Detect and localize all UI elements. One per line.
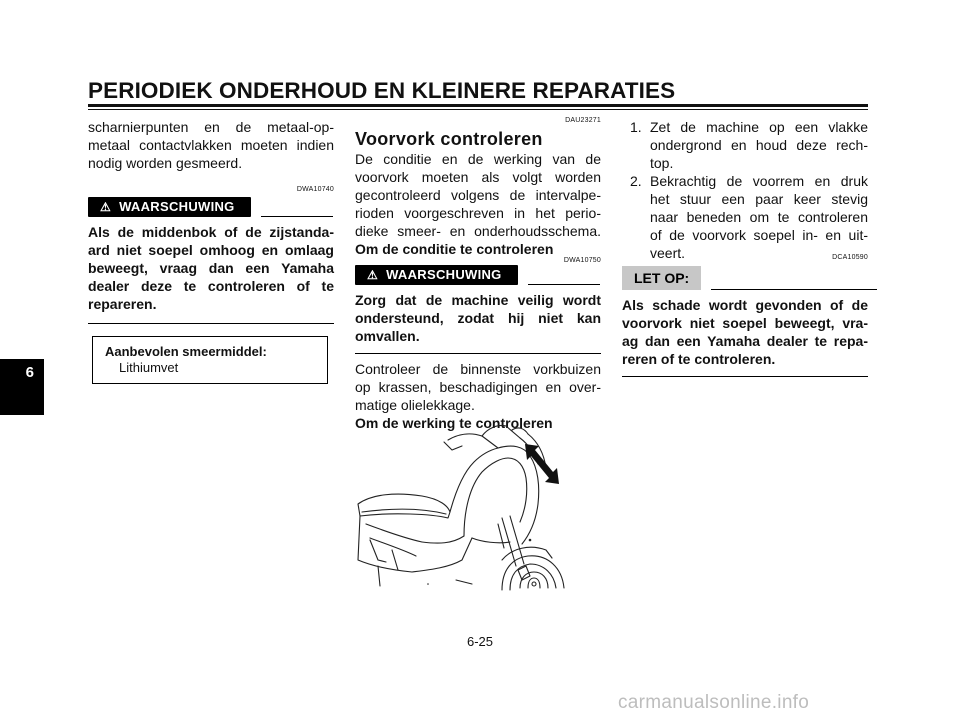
section-ref-code: DAU23271 <box>565 117 601 124</box>
warning-badge: ⚠ WAARSCHUWING <box>355 265 518 285</box>
warning-bottom-rule <box>355 353 601 354</box>
chapter-number: 6 <box>25 364 34 381</box>
up-down-arrow-icon <box>523 442 561 486</box>
header-rule <box>88 104 868 107</box>
intro-text-line: scharnierpunten en de metaal-op- <box>88 119 334 135</box>
left-column <box>88 118 334 324</box>
warning-triangle-icon: ⚠ <box>367 268 379 282</box>
page-number: 6-25 <box>466 634 494 649</box>
check-text: Controleer de binnenste vorkbuizen op krassen, beschadigingen en over- matige olielekkage. <box>355 361 601 413</box>
subheading-condition: Om de conditie te controleren <box>355 241 554 257</box>
warning-triangle-icon: ⚠ <box>100 200 112 214</box>
watermark-link[interactable]: carmanualsonline.info <box>618 692 810 713</box>
section-body: De conditie en de werking van de voorvork moeten als volgt worden gecontroleerd volgens de intervalpe- rioden voorgeschreven in het perio- dieke smeer- en onderhoudsschema. <box>355 151 601 239</box>
subheading-operation: Om de werking te controleren <box>355 415 553 431</box>
procedure-step: 2. Bekrachtig de voorrem en druk het stuur een paar keer stevig naar beneden om te controleren of de voorvork soepel in- en uit- veert. <box>630 173 868 261</box>
procedure-step: 1. Zet de machine op een vlakke ondergrond en houd deze rech- top. <box>630 119 868 171</box>
warning-badge: ⚠ WAARSCHUWING <box>88 197 251 217</box>
caution-header <box>622 266 868 290</box>
header-rule-thin <box>88 109 868 110</box>
recommended-lubricant-box <box>92 336 328 384</box>
warning-text: Zorg dat de machine veilig wordt ondersteund, zodat hij niet kan omvallen. <box>355 292 601 344</box>
warning-ref-code: DWA10750 <box>563 257 601 264</box>
middle-column <box>355 117 601 432</box>
caution-text: Als schade wordt gevonden of de voorvork niet soepel beweegt, vra- ag dan een Yamaha dealer te repa- reren of te controleren. <box>622 297 868 367</box>
warning-bottom-rule <box>88 323 334 324</box>
section-title: Voorvork controleren <box>355 129 543 149</box>
warning-ref-code: DWA10740 <box>296 186 334 193</box>
intro-text-line: metaal contactvlakken moeten indien <box>88 137 334 153</box>
lubricant-title: Aanbevolen smeermiddel: <box>105 344 267 359</box>
caution-bottom-rule <box>622 376 868 377</box>
warning-header <box>355 265 601 285</box>
right-column <box>622 118 868 377</box>
caution-ref-code: DCA10590 <box>832 254 868 261</box>
intro-text-line: nodig worden gesmeerd. <box>88 155 243 171</box>
lubricant-value: Lithiumvet <box>119 360 179 375</box>
warning-text: Als de middenbok of de zijstanda- ard niet soepel omhoog en omlaag beweegt, vraag dan een Yamaha dealer deze te controleren of te repareren. <box>88 224 334 312</box>
page-header-title: PERIODIEK ONDERHOUD EN KLEINERE REPARATIES <box>88 78 676 103</box>
caution-badge: LET OP: <box>622 266 701 290</box>
procedure-steps <box>622 118 868 262</box>
warning-header <box>88 197 334 217</box>
